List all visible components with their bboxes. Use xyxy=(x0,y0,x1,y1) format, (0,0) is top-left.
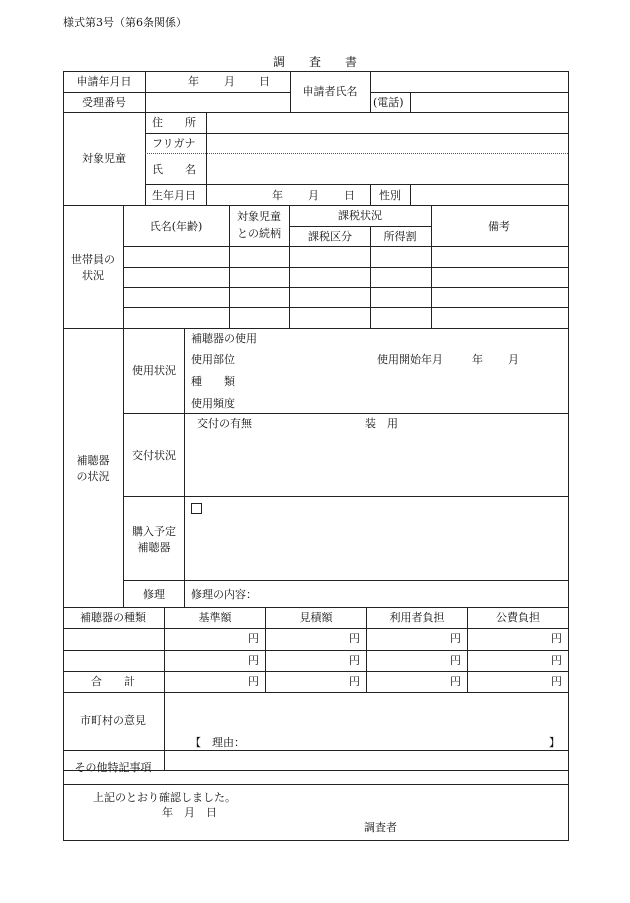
purchase-label-line1: 購入予定 xyxy=(132,525,176,538)
usage-start-label: 使用開始年月 xyxy=(377,353,443,366)
yen-unit: 円 xyxy=(349,632,360,645)
gender-label: 性別 xyxy=(379,189,401,202)
hearing-aid-label-line2: の状況 xyxy=(76,470,110,483)
application-month: 月 xyxy=(224,75,235,88)
yen-unit: 円 xyxy=(551,654,562,667)
remarks-header: 備考 xyxy=(488,220,510,233)
yen-unit: 円 xyxy=(248,632,259,645)
child-name-label: 氏 名 xyxy=(152,163,196,176)
yen-unit: 円 xyxy=(450,632,461,645)
reason-open: 【 理由： xyxy=(190,736,245,749)
yen-unit: 円 xyxy=(450,654,461,667)
usage-item-use: 補聴器の使用 xyxy=(191,332,257,345)
birthdate-label: 生年月日 xyxy=(152,189,196,202)
household-label-line2: 状況 xyxy=(82,269,104,282)
phone-label: (電話) xyxy=(373,96,404,109)
issuance-wearing: 装 用 xyxy=(365,417,398,430)
yen-unit: 円 xyxy=(248,675,259,688)
public-burden-header: 公費負担 xyxy=(496,611,540,624)
relation-header-line2: との続柄 xyxy=(237,227,281,240)
usage-item-type: 種 類 xyxy=(191,375,235,388)
usage-item-frequency: 使用頻度 xyxy=(191,397,235,410)
application-day: 日 xyxy=(259,75,270,88)
issuance-presence: 交付の有無 xyxy=(197,417,252,430)
application-date-label: 申請年月日 xyxy=(76,75,132,88)
usage-status-label: 使用状況 xyxy=(132,364,176,377)
hearing-aid-type-header: 補聴器の種類 xyxy=(80,611,146,624)
repair-content-label: 修理の内容： xyxy=(191,588,257,601)
municipal-opinion-label: 市町村の意見 xyxy=(80,714,146,727)
yen-unit: 円 xyxy=(248,654,259,667)
investigator-label: 調査者 xyxy=(364,821,397,834)
usage-start-month: 月 xyxy=(508,353,519,366)
reason-close: 】 xyxy=(549,736,560,749)
receipt-number-label: 受理番号 xyxy=(82,96,126,109)
estimate-amount-header: 見積額 xyxy=(299,611,333,624)
tax-status-header: 課税状況 xyxy=(338,209,382,222)
hearing-aid-label-line1: 補聴器 xyxy=(76,454,110,467)
yen-unit: 円 xyxy=(349,675,360,688)
applicant-name-label: 申請者氏名 xyxy=(302,85,358,98)
relation-header-line1: 対象児童 xyxy=(237,210,281,223)
confirmation-date: 年 月 日 xyxy=(162,806,217,819)
furigana-label: フリガナ xyxy=(152,137,196,150)
total-label: 合 計 xyxy=(91,675,135,688)
purchase-label-line2: 補聴器 xyxy=(137,541,171,554)
confirmation-text: 上記のとおり確認しました。 xyxy=(93,791,236,804)
application-year: 年 xyxy=(188,75,199,88)
household-label-line1: 世帯員の xyxy=(71,253,115,266)
birth-year: 年 xyxy=(272,189,283,202)
income-split-header: 所得割 xyxy=(383,230,417,243)
repair-label: 修理 xyxy=(143,588,165,601)
user-burden-header: 利用者負担 xyxy=(389,611,445,624)
other-notes-label: その他特記事項 xyxy=(74,761,152,774)
child-section-label: 対象児童 xyxy=(82,152,126,165)
tax-category-header: 課税区分 xyxy=(308,230,352,243)
form-number: 様式第3号（第6条関係） xyxy=(63,16,187,29)
purchase-checkbox[interactable] xyxy=(191,503,202,514)
issuance-status-label: 交付状況 xyxy=(132,449,176,462)
yen-unit: 円 xyxy=(551,675,562,688)
usage-item-part: 使用部位 xyxy=(191,353,235,366)
birth-day: 日 xyxy=(344,189,355,202)
birth-month: 月 xyxy=(308,189,319,202)
document-title: 調 査 書 xyxy=(272,55,358,69)
yen-unit: 円 xyxy=(349,654,360,667)
address-label: 住 所 xyxy=(152,116,196,129)
yen-unit: 円 xyxy=(551,632,562,645)
yen-unit: 円 xyxy=(450,675,461,688)
standard-amount-header: 基準額 xyxy=(198,611,232,624)
usage-start-year: 年 xyxy=(472,353,483,366)
name-age-header: 氏名(年齢) xyxy=(149,220,203,233)
